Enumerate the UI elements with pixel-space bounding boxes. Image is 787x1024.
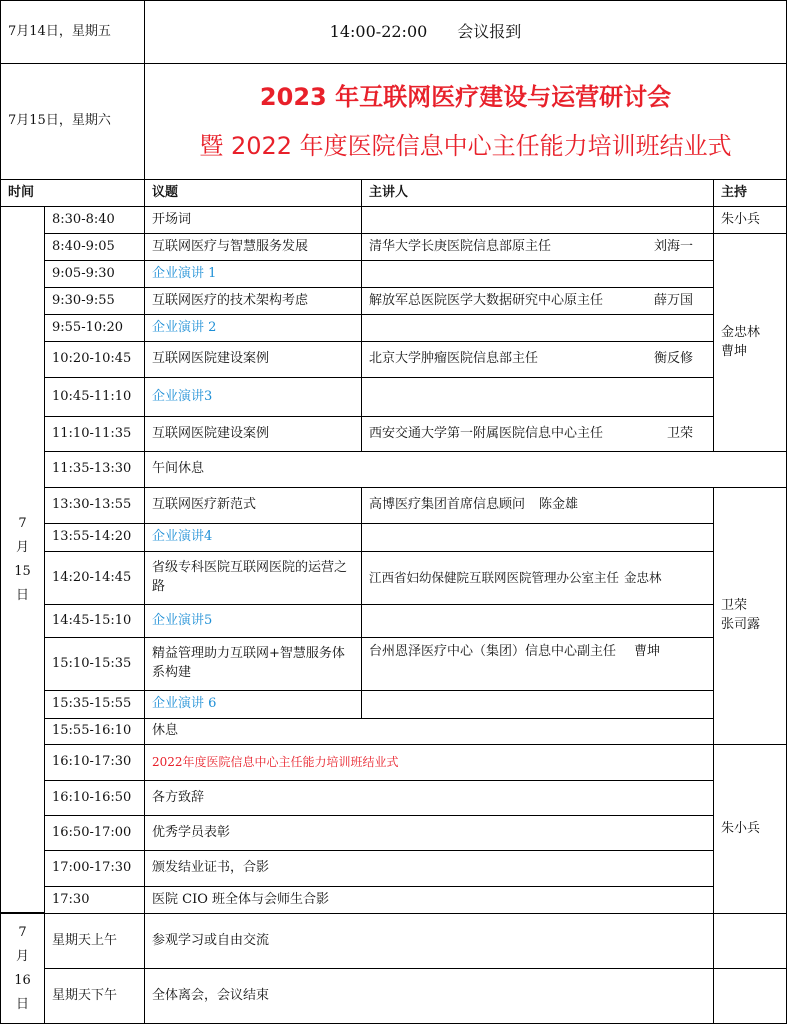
- registration-event: 会议报到: [457, 22, 522, 42]
- time-label: 14:45-15:10: [52, 612, 132, 628]
- speaker-cell: [361, 314, 714, 342]
- time-label: 16:50-17:00: [52, 824, 132, 840]
- time-cell: [44, 206, 145, 234]
- header-time-label: 时间: [8, 184, 35, 200]
- time-label: 8:30-8:40: [52, 211, 115, 227]
- time-cell: [44, 487, 145, 524]
- speaker-cell: [361, 341, 714, 378]
- header-topic: [144, 179, 362, 207]
- topic-cell: [144, 377, 362, 417]
- time-label: 星期天上午: [52, 932, 118, 948]
- time-cell: [44, 850, 145, 887]
- time-label: 9:05-9:30: [52, 265, 115, 281]
- topic-label: 互联网医疗与智慧服务发展: [152, 238, 309, 254]
- conference-title-cell: [144, 63, 787, 180]
- topic-cell: [144, 690, 362, 719]
- speaker-title: 北京大学肿瘤医院信息部主任: [369, 351, 539, 367]
- topic-label: 优秀学员表彰: [152, 824, 231, 840]
- topic-label: 互联网医院建设案例: [152, 351, 270, 367]
- time-label: 15:35-15:55: [52, 696, 132, 712]
- header-host-label: 主持: [721, 184, 748, 200]
- topic-label: 颁发结业证书，合影: [152, 860, 270, 876]
- topic-cell: [144, 850, 714, 887]
- topic-cell: [144, 341, 362, 378]
- host-cell-empty: [713, 968, 787, 1024]
- topic-label: 精益管理助力互联网+智慧服务体系构建: [152, 646, 345, 680]
- topic-cell: [144, 206, 362, 234]
- day15-vertical-label: [0, 206, 45, 913]
- speaker-name: 卫荣: [666, 425, 693, 441]
- break-cell: [144, 718, 714, 745]
- speaker-name: 陈金雄: [539, 497, 579, 513]
- topic-cell: [144, 604, 362, 638]
- time-cell: [44, 233, 145, 261]
- topic-cell: [144, 886, 714, 914]
- topic-cell: [144, 780, 714, 816]
- speaker-title: 清华大学长庚医院信息部原主任: [369, 238, 552, 254]
- date-cell-day14: [0, 0, 145, 64]
- speaker-name: 衡反修: [653, 351, 693, 367]
- time-label: 9:55-10:20: [52, 319, 124, 335]
- time-label: 15:55-16:10: [52, 723, 132, 739]
- host-cell-opening: [713, 206, 787, 234]
- date-label: 7月14日，星期五: [8, 23, 111, 39]
- speaker-cell: [361, 377, 714, 417]
- topic-cell: [144, 416, 362, 452]
- topic-cell: [144, 815, 714, 851]
- host-cell-empty: [713, 913, 787, 969]
- time-cell: [44, 314, 145, 342]
- speaker-cell: [361, 690, 714, 719]
- time-cell: [44, 551, 145, 605]
- topic-cell: [144, 913, 714, 969]
- time-cell: [44, 637, 145, 691]
- time-cell: [44, 451, 145, 488]
- topic-label: 开场词: [152, 211, 192, 227]
- conference-subtitle: 暨 2022 年度医院信息中心主任能力培训班结业式: [199, 131, 732, 160]
- topic-cell: [144, 233, 362, 261]
- time-cell: [44, 690, 145, 719]
- day15-day-num: 15: [14, 563, 31, 579]
- speaker-cell: [361, 287, 714, 315]
- time-label: 15:10-15:35: [52, 655, 132, 671]
- time-label: 17:30: [52, 891, 90, 907]
- time-label: 10:20-10:45: [52, 351, 132, 367]
- speaker-cell: [361, 604, 714, 638]
- topic-label: 午间休息: [152, 461, 205, 477]
- topic-label: 互联网医疗的技术架构考虑: [152, 292, 309, 308]
- speaker-title: 台州恩泽医疗中心（集团）信息中心副主任: [369, 644, 617, 659]
- speaker-cell: [361, 551, 714, 605]
- host-name: 曹坤: [721, 343, 748, 359]
- topic-label: 参观学习或自由交流: [152, 932, 270, 948]
- topic-cell: [144, 637, 362, 691]
- time-label: 10:45-11:10: [52, 388, 132, 404]
- time-label: 16:10-16:50: [52, 789, 132, 805]
- time-label: 17:00-17:30: [52, 860, 132, 876]
- speaker-cell: [361, 523, 714, 552]
- time-label: 11:35-13:30: [52, 461, 132, 477]
- speaker-title: 江西省妇幼保健院互联网医院管理办公室主任: [369, 569, 620, 585]
- header-host: [713, 179, 787, 207]
- host-name: 朱小兵: [721, 820, 761, 836]
- header-time: [0, 179, 145, 207]
- header-topic-label: 议题: [152, 184, 179, 200]
- sponsor-talk-label: 企业演讲 6: [152, 696, 217, 712]
- registration-time: 14:00-22:00: [329, 22, 428, 42]
- time-cell: [44, 604, 145, 638]
- speaker-name: 薛万国: [653, 292, 693, 308]
- sponsor-talk-label: 企业演讲3: [152, 388, 213, 404]
- time-cell: [44, 968, 145, 1024]
- speaker-name: 刘海一: [653, 238, 693, 254]
- time-cell: [44, 718, 145, 745]
- date-label: 7月15日，星期六: [8, 113, 111, 129]
- time-label: 13:30-13:55: [52, 497, 132, 513]
- day16-day-num: 16: [14, 972, 31, 988]
- registration-cell: [144, 0, 787, 64]
- time-label: 星期天下午: [52, 987, 118, 1003]
- time-label: 11:10-11:35: [52, 425, 132, 441]
- host-name: 朱小兵: [721, 211, 761, 227]
- topic-label: 全体离会，会议结束: [152, 987, 270, 1003]
- ceremony-title: 2022年度医院信息中心主任能力培训班结业式: [152, 754, 399, 769]
- day15-month-char: 月: [15, 539, 29, 555]
- topic-cell: [144, 523, 362, 552]
- sponsor-talk-label: 企业演讲 2: [152, 319, 217, 335]
- time-label: 9:30-9:55: [52, 292, 115, 308]
- sponsor-talk-label: 企业演讲 1: [152, 265, 217, 281]
- date-cell-day15: [0, 63, 145, 180]
- topic-cell: [144, 968, 714, 1024]
- speaker-cell: [361, 233, 714, 261]
- sponsor-talk-label: 企业演讲4: [152, 529, 213, 545]
- time-label: 14:20-14:45: [52, 569, 132, 585]
- day16-day-char: 日: [15, 996, 29, 1012]
- time-cell: [44, 377, 145, 417]
- speaker-cell: [361, 206, 714, 234]
- time-cell: [44, 287, 145, 315]
- day16-month-num: 7: [18, 924, 27, 940]
- day16-month-char: 月: [15, 948, 29, 964]
- sponsor-talk-label: 企业演讲5: [152, 612, 213, 628]
- lunch-break-cell: [144, 451, 787, 488]
- topic-cell: [144, 487, 362, 524]
- topic-label: 省级专科医院互联网医院的运营之路: [152, 560, 348, 594]
- time-cell: [44, 780, 145, 816]
- time-cell: [44, 416, 145, 452]
- topic-label: 休息: [152, 723, 179, 739]
- host-cell-ceremony: [713, 744, 787, 914]
- speaker-name: 金忠林: [624, 569, 662, 585]
- header-speaker-label: 主讲人: [369, 184, 409, 200]
- time-cell: [44, 913, 145, 969]
- topic-cell: [144, 314, 362, 342]
- time-label: 16:10-17:30: [52, 754, 132, 770]
- time-cell: [44, 815, 145, 851]
- topic-cell: [144, 260, 362, 288]
- speaker-title: 高博医疗集团首席信息顾问: [369, 497, 526, 513]
- day15-month-num: 7: [18, 515, 27, 531]
- host-name: 张司露: [721, 617, 761, 632]
- topic-label: 互联网医疗新范式: [152, 497, 257, 513]
- ceremony-title-cell: [144, 744, 714, 781]
- speaker-name: 曹坤: [634, 644, 661, 659]
- time-label: 13:55-14:20: [52, 529, 132, 545]
- speaker-title: 解放军总医院医学大数据研究中心原主任: [369, 292, 604, 308]
- time-cell: [44, 341, 145, 378]
- conference-title: 2023 年互联网医疗建设与运营研讨会: [259, 82, 672, 111]
- topic-label: 各方致辞: [152, 789, 205, 805]
- host-name: 金忠林: [721, 324, 761, 340]
- time-cell: [44, 523, 145, 552]
- host-cell-morning: [713, 233, 787, 452]
- header-speaker: [361, 179, 714, 207]
- speaker-cell: [361, 637, 714, 691]
- time-cell: [44, 744, 145, 781]
- speaker-cell: [361, 416, 714, 452]
- time-cell: [44, 260, 145, 288]
- topic-label: 互联网医院建设案例: [152, 425, 270, 441]
- topic-cell: [144, 287, 362, 315]
- speaker-cell: [361, 487, 714, 524]
- host-cell-afternoon: [713, 487, 787, 745]
- day15-day-char: 日: [15, 587, 29, 603]
- host-name: 卫荣: [721, 598, 748, 614]
- day16-vertical-label: [0, 913, 45, 1024]
- speaker-cell: [361, 260, 714, 288]
- topic-label: 医院 CIO 班全体与会师生合影: [152, 891, 330, 907]
- topic-cell: [144, 551, 362, 605]
- time-cell: [44, 886, 145, 914]
- time-label: 8:40-9:05: [52, 238, 115, 254]
- speaker-title: 西安交通大学第一附属医院信息中心主任: [369, 425, 604, 441]
